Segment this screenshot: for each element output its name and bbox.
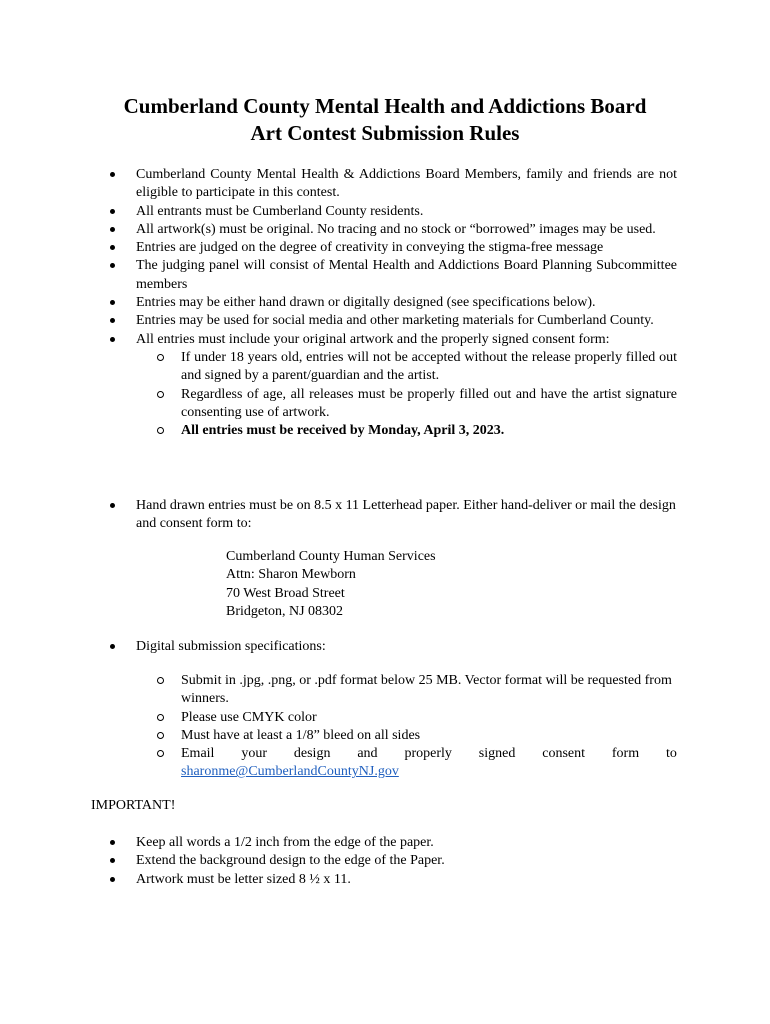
digital-heading-list (91, 638, 677, 656)
email-word: design (293, 746, 331, 762)
mailing-address (226, 548, 436, 621)
deadline-subitem: All entries must be received by Monday, April 3, 2023. (91, 422, 677, 440)
rule-item: All artwork(s) must be original. No tracing and no stock or “borrowed” images may be used. (91, 221, 677, 239)
digital-spec-item: Must have at least a 1/8” bleed on all sides (91, 727, 677, 745)
rule-item: Entries may be used for social media and other marketing materials for Cumberland County. (91, 312, 677, 330)
important-item: Keep all words a 1/2 inch from the edge of the paper. (91, 834, 677, 852)
title-line-1: Cumberland County Mental Health and Addictions Board (123, 94, 647, 118)
rule-item: The judging panel will consist of Mental Health and Addictions Board Planning Subcommittee members (91, 257, 677, 294)
email-word: properly (404, 746, 452, 762)
email-word: form (611, 746, 640, 762)
email-word: signed (478, 746, 516, 762)
rule-item: Entries are judged on the degree of creativity in conveying the stigma-free message (91, 239, 677, 257)
email-word: Email (181, 746, 215, 762)
email-instruction (181, 745, 677, 763)
rule-item: Cumberland County Mental Health & Addictions Board Members, family and friends are not eligible to participate in this contest. (91, 166, 677, 203)
email-word: and (357, 746, 378, 762)
email-spec-item (91, 745, 677, 782)
digital-spec-list (91, 672, 677, 782)
important-label: IMPORTANT! (91, 798, 176, 813)
address-line: Bridgeton, NJ 08302 (226, 603, 344, 619)
email-word: your (241, 746, 267, 762)
address-line: Attn: Sharon Mewborn (226, 567, 356, 583)
digital-heading: Digital submission specifications: (91, 638, 677, 656)
rule-item: Entries may be either hand drawn or digitally designed (see specifications below). (91, 294, 677, 312)
consent-subitem: Regardless of age, all releases must be properly filled out and have the artist signature consenting use of artwork. (91, 386, 677, 423)
hand-drawn-item: Hand drawn entries must be on 8.5 x 11 Letterhead paper. Either hand-deliver or mail the design and consent form to: (91, 497, 677, 534)
important-item: Extend the background design to the edge of the Paper. (91, 852, 677, 870)
rules-list (91, 166, 677, 440)
email-word: to (666, 746, 677, 762)
address-line: Cumberland County Human Services (226, 549, 436, 564)
title-line-2: Art Contest Submission Rules (250, 121, 520, 145)
address-line: 70 West Broad Street (226, 585, 345, 601)
important-list (91, 834, 677, 889)
page-title (0, 93, 770, 147)
digital-spec-item: Submit in .jpg, .png, or .pdf format below 25 MB. Vector format will be requested from winners. (91, 672, 677, 709)
email-word: consent (542, 746, 585, 762)
email-link[interactable]: sharonme@CumberlandCountyNJ.gov (181, 764, 399, 780)
digital-spec-item: Please use CMYK color (91, 709, 677, 727)
rule-item: All entries must include your original artwork and the properly signed consent form: (91, 331, 677, 349)
important-item: Artwork must be letter sized 8 ½ x 11. (91, 871, 677, 889)
rule-item: All entrants must be Cumberland County residents. (91, 203, 677, 221)
consent-subitem: If under 18 years old, entries will not be accepted without the release properly filled out and signed by a parent/guardian and the artist. (91, 349, 677, 386)
hand-drawn-list (91, 497, 677, 534)
